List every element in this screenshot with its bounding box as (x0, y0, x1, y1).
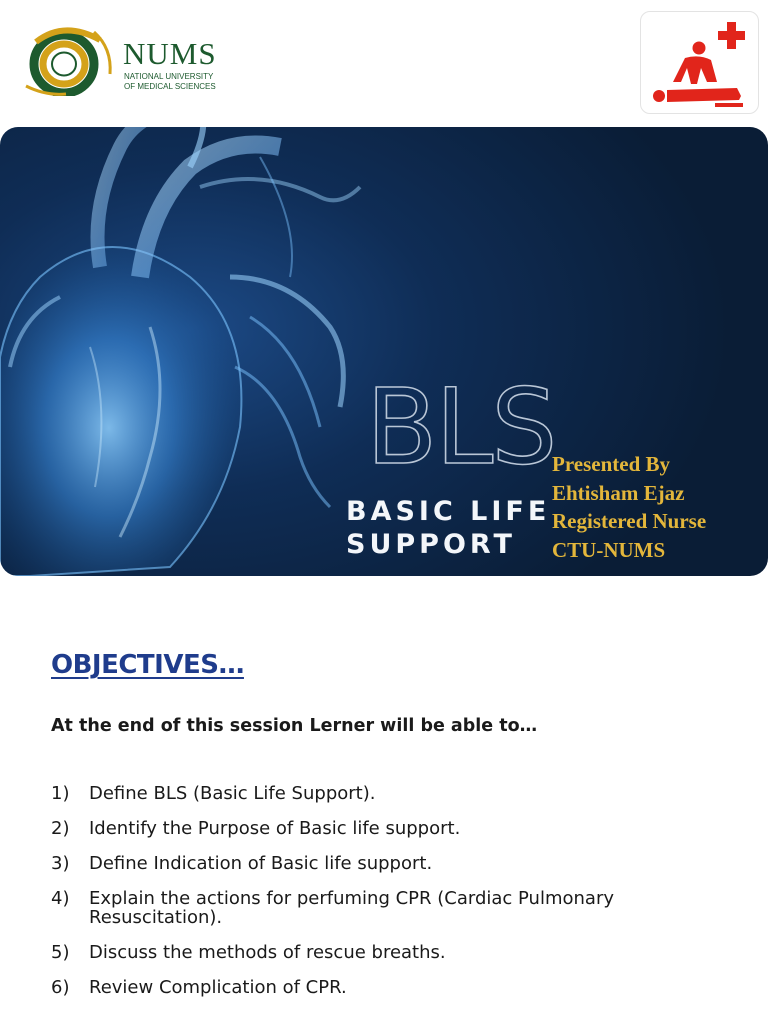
objective-item (51, 854, 741, 873)
objective-text: Discuss the methods of rescue breaths. (89, 942, 446, 963)
presenter-role: Registered Nurse (552, 509, 707, 533)
bls-banner (0, 127, 768, 576)
objective-item (51, 978, 741, 997)
objective-number: 4) (51, 888, 70, 909)
objective-item (51, 819, 741, 838)
objective-number: 3) (51, 853, 70, 874)
objectives-intro: At the end of this session Lerner will be able to… (51, 716, 538, 736)
objectives-list (51, 784, 741, 997)
objective-text: Define Indication of Basic life support. (89, 853, 433, 874)
objective-text: Identify the Purpose of Basic life support. (89, 818, 461, 839)
banner-title: BLS (366, 366, 556, 488)
presenter-label: Presented By (552, 452, 671, 476)
cpr-person-icon (641, 12, 758, 113)
objective-number: 2) (51, 818, 70, 839)
banner-subtitle: BASIC LIFE SUPPORT (346, 496, 551, 560)
objective-item (51, 889, 741, 927)
objectives-heading: OBJECTIVES… (51, 650, 244, 680)
presenter-name: Ehtisham Ejaz (552, 480, 685, 505)
objective-number: 1) (51, 783, 70, 804)
objective-number: 5) (51, 942, 70, 963)
nums-emblem-icon (16, 22, 116, 96)
presenter-org: CTU-NUMS (552, 537, 666, 562)
objective-item (51, 784, 741, 803)
objective-text: Explain the actions for perfuming CPR (Cardiac Pulmonary Resuscitation). (89, 888, 615, 928)
objective-text: Review Complication of CPR. (89, 977, 347, 998)
cpr-badge (640, 11, 759, 114)
objective-text: Define BLS (Basic Life Support). (89, 783, 376, 804)
objective-number: 6) (51, 977, 70, 998)
presenter-info (552, 450, 706, 564)
logo-title: NUMS (123, 36, 217, 71)
nums-logo (16, 22, 256, 96)
logo-subtitle: NATIONAL UNIVERSITY OF MEDICAL SCIENCES (124, 72, 216, 91)
objective-item (51, 943, 741, 962)
